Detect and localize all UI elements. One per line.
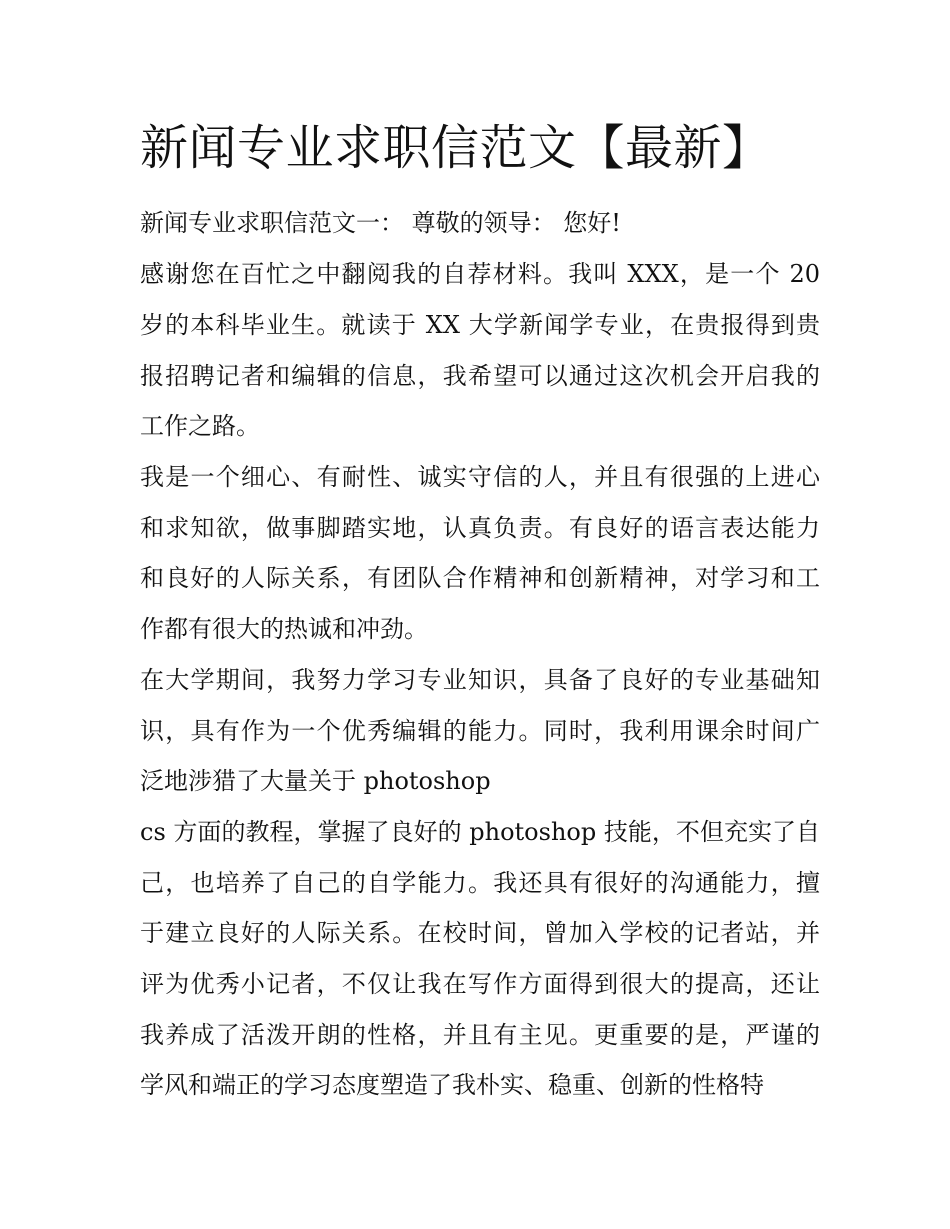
paragraph-line: 和求知欲，做事脚踏实地，认真负责。有良好的语言表达能力 xyxy=(140,514,820,542)
paragraph-line: 泛地涉猎了大量关于 photoshop xyxy=(140,767,491,795)
paragraph-line: 报招聘记者和编辑的信息，我希望可以通过这次机会开启我的 xyxy=(140,362,820,390)
paragraph-line: 我养成了活泼开朗的性格，并且有主见。更重要的是，严谨的 xyxy=(140,1021,820,1049)
paragraph-line: 感谢您在百忙之中翻阅我的自荐材料。我叫 XXX，是一个 20 xyxy=(140,260,820,288)
paragraph-line: 于建立良好的人际关系。在校时间，曾加入学校的记者站，并 xyxy=(140,919,820,947)
paragraph-line: 新闻专业求职信范文一： 尊敬的领导： 您好! xyxy=(140,209,621,237)
paragraph-line: 己，也培养了自己的自学能力。我还具有很好的沟通能力，擅 xyxy=(140,869,820,897)
paragraph-line: cs 方面的教程，掌握了良好的 photoshop 技能，不但充实了自 xyxy=(140,818,820,846)
paragraph-line: 评为优秀小记者，不仅让我在写作方面得到很大的提高，还让 xyxy=(140,970,820,998)
paragraph-line: 作都有很大的热诚和冲劲。 xyxy=(140,615,428,643)
paragraph-line: 识，具有作为一个优秀编辑的能力。同时，我利用课余时间广 xyxy=(140,717,820,745)
paragraph-line: 和良好的人际关系，有团队合作精神和创新精神，对学习和工 xyxy=(140,564,820,592)
document-title: 新闻专业求职信范文【最新】 xyxy=(140,120,771,176)
paragraph-line: 工作之路。 xyxy=(140,412,260,440)
paragraph-line: 学风和端正的学习态度塑造了我朴实、稳重、创新的性格特 xyxy=(140,1071,764,1099)
paragraph-line: 我是一个细心、有耐性、诚实守信的人，并且有很强的上进心 xyxy=(140,463,820,491)
paragraph-line: 在大学期间，我努力学习专业知识，具备了良好的专业基础知 xyxy=(140,666,820,694)
paragraph-line: 岁的本科毕业生。就读于 XX 大学新闻学专业，在贵报得到贵 xyxy=(140,311,820,339)
